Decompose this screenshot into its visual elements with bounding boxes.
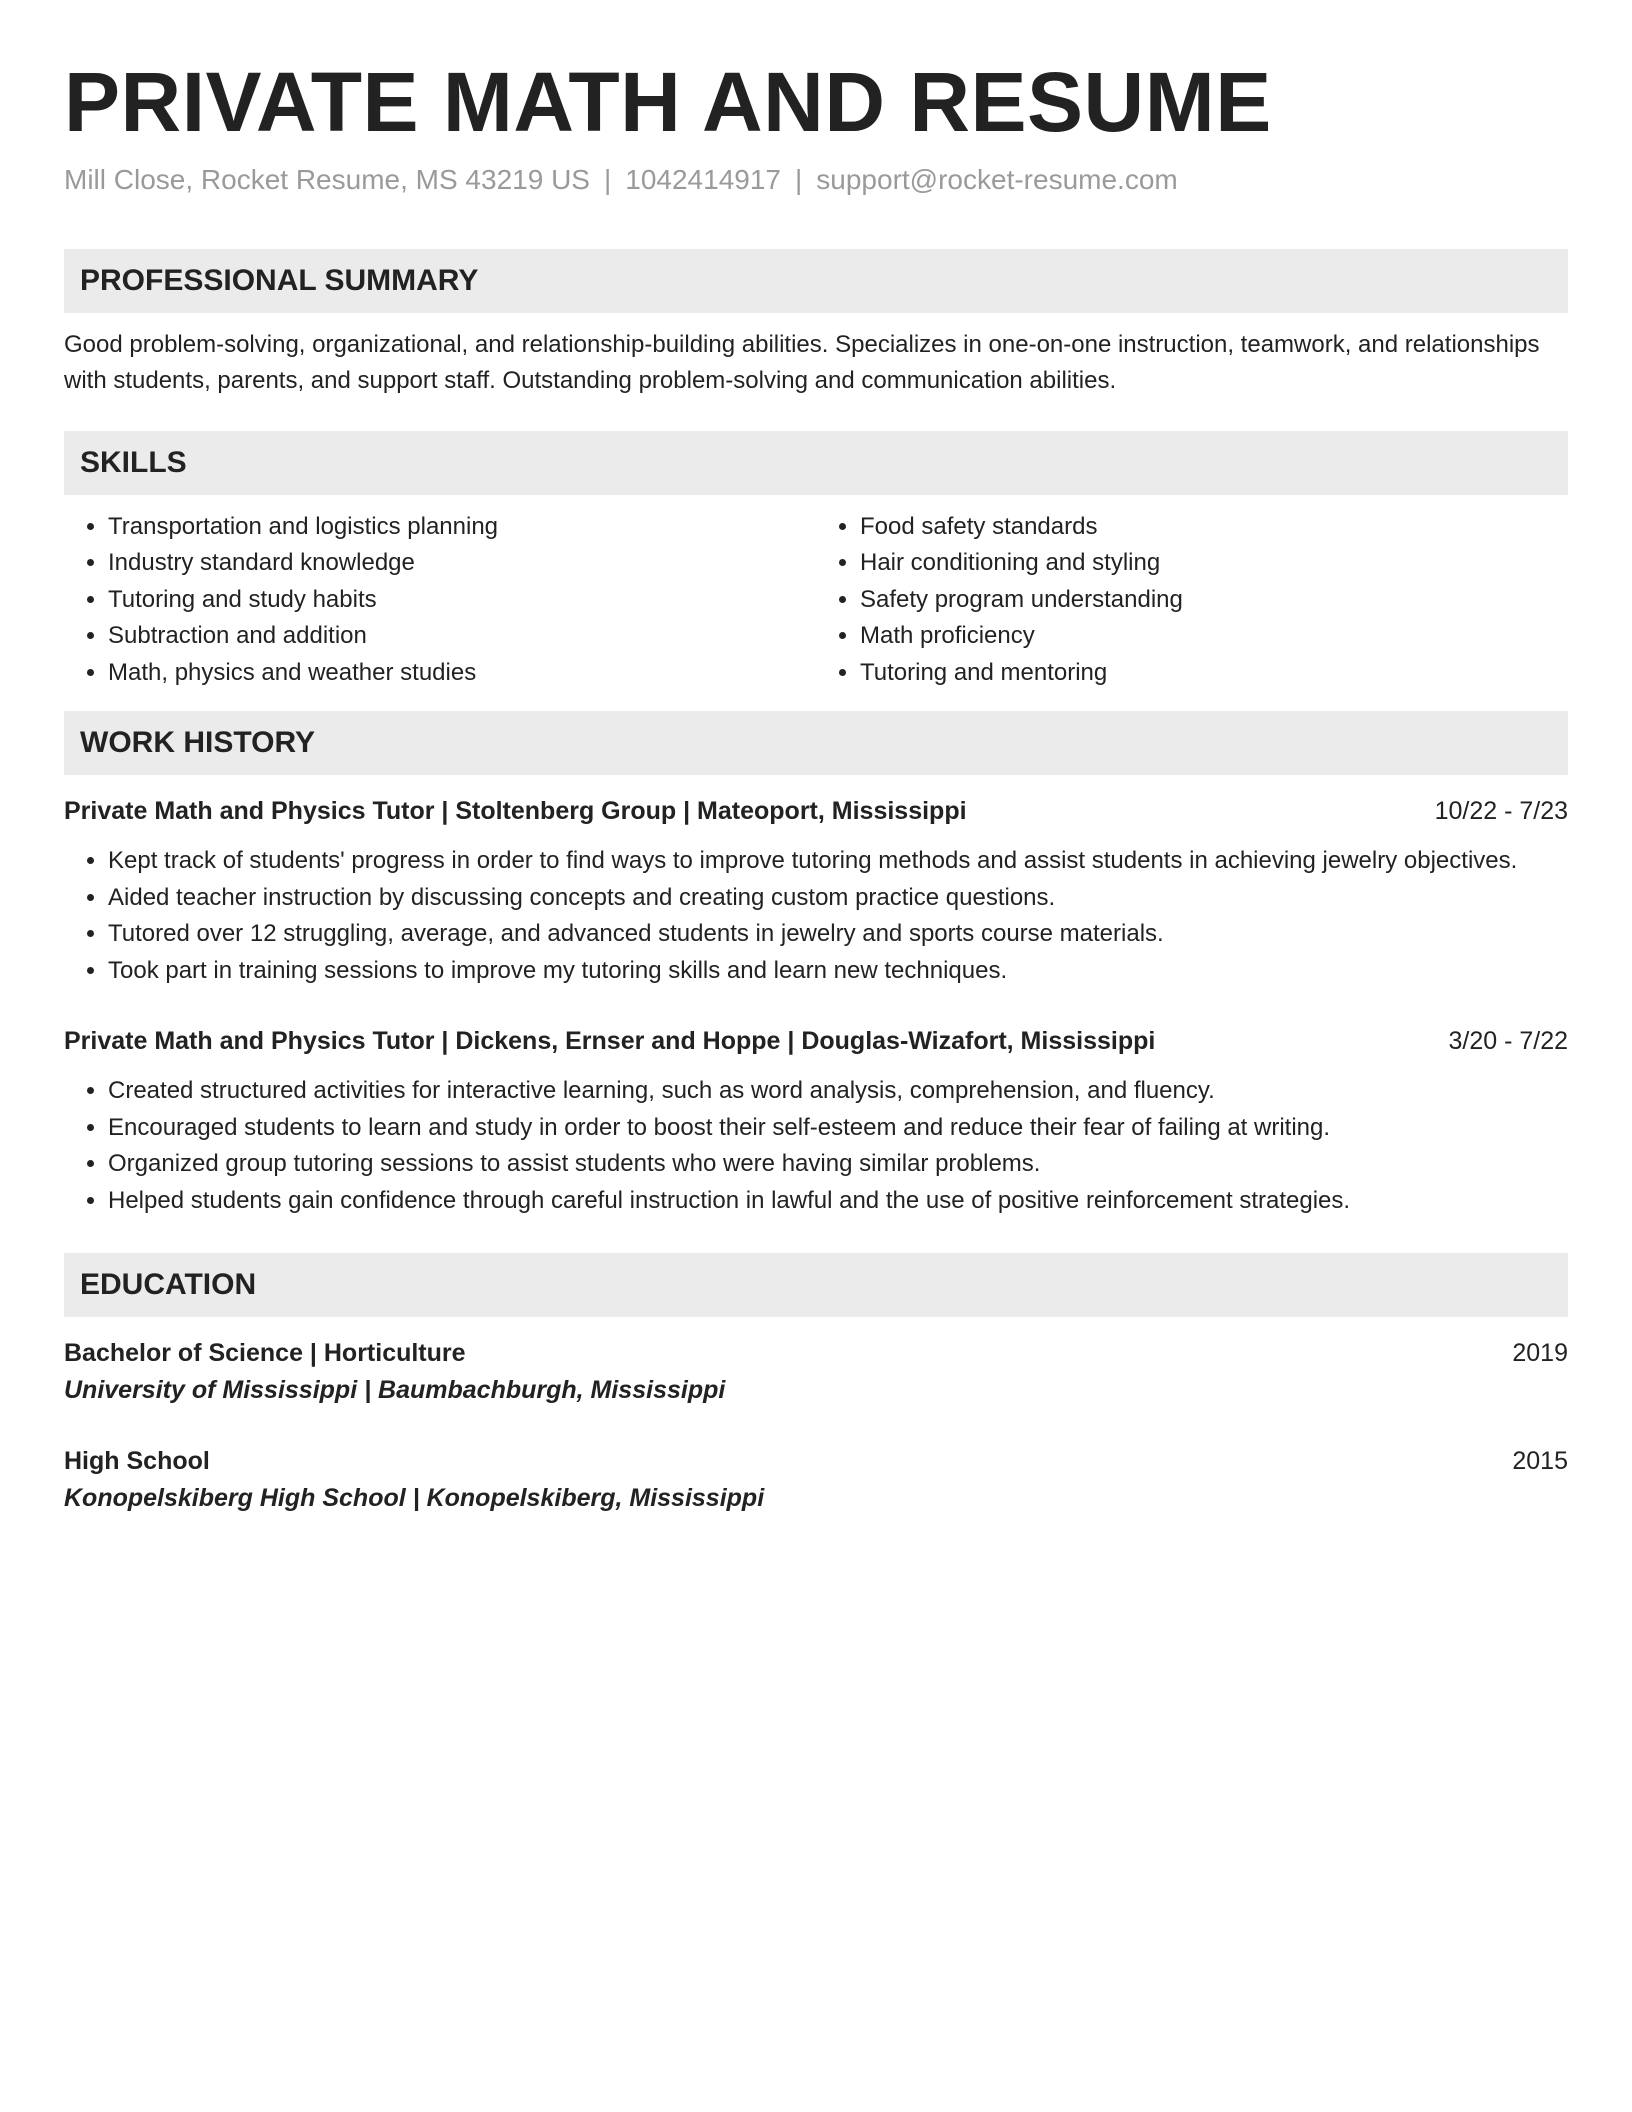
contact-line [64,162,1568,198]
contact-email: support@rocket-resume.com [816,164,1178,196]
job-bullet: • Kept track of students' progress in order to find ways to improve tutoring methods and assist students in achieving jewelry objectives. [108,843,1568,880]
skill-item: • Math, physics and weather studies [108,655,816,692]
job-bullets [64,843,1568,989]
skills-column-right [816,509,1568,692]
job-title: Private Math and Physics Tutor | Stoltenberg Group | Mateoport, Mississippi [64,797,967,826]
skill-item: • Tutoring and mentoring [860,655,1568,692]
education-header [64,1443,1568,1479]
job-bullet: • Encouraged students to learn and study in order to boost their self-esteem and reduce their fear of failing at writing. [108,1110,1568,1147]
education-entry [64,1335,1568,1409]
skills-list [64,509,1568,692]
job-dates: 10/22 - 7/23 [1434,797,1568,826]
skill-item: • Transportation and logistics planning [108,509,816,546]
education-degree: Bachelor of Science | Horticulture [64,1339,466,1368]
job-bullet: • Organized group tutoring sessions to assist students who were having similar problems. [108,1146,1568,1183]
job-bullets [64,1073,1568,1219]
skill-item: • Food safety standards [860,509,1568,546]
education-entry [64,1443,1568,1517]
job-bullet: • Aided teacher instruction by discussing concepts and creating custom practice questions. [108,880,1568,917]
section-header-work-history: WORK HISTORY [64,711,1568,775]
candidate-name: PRIVATE MATH AND RESUME [64,55,1272,149]
skill-item: • Industry standard knowledge [108,545,816,582]
job-entry [64,793,1568,989]
contact-separator: | [603,164,612,196]
contact-phone: 1042414917 [625,164,781,196]
section-header-education: EDUCATION [64,1253,1568,1317]
contact-separator: | [795,164,803,196]
education-year: 2019 [1512,1339,1568,1368]
job-dates: 3/20 - 7/22 [1448,1027,1568,1056]
contact-address: Mill Close, Rocket Resume, MS 43219 US [64,164,590,196]
job-bullet: • Took part in training sessions to improve my tutoring skills and learn new techniques. [108,953,1568,990]
education-school: Konopelskiberg High School | Konopelskiberg, Mississippi [64,1484,765,1513]
education-school: University of Mississippi | Baumbachburgh, Mississippi [64,1376,726,1405]
skill-item: • Math proficiency [860,618,1568,655]
job-title: Private Math and Physics Tutor | Dickens, Ernser and Hoppe | Douglas-Wizafort, Mississippi [64,1027,1156,1056]
job-header [64,1023,1568,1059]
education-header [64,1335,1568,1371]
skill-item: • Hair conditioning and styling [860,545,1568,582]
job-bullet: • Created structured activities for interactive learning, such as word analysis, comprehension, and fluency. [108,1073,1568,1110]
summary-text: Good problem-solving, organizational, and relationship-building abilities. Specializes in one-on-one instruction, teamwork, and relationships with students, parents, and support staff. Outstanding problem-solving and communication abilities. [64,330,1540,394]
skill-item: • Tutoring and study habits [108,582,816,619]
job-bullet: • Helped students gain confidence through careful instruction in lawful and the use of positive reinforcement strategies. [108,1183,1568,1220]
job-entry [64,1023,1568,1219]
section-header-summary: PROFESSIONAL SUMMARY [64,249,1568,313]
job-bullet: • Tutored over 12 struggling, average, and advanced students in jewelry and sports course materials. [108,916,1568,953]
skill-item: • Safety program understanding [860,582,1568,619]
education-degree: High School [64,1447,210,1476]
skills-column-left [64,509,816,692]
section-header-skills: SKILLS [64,431,1568,495]
skill-item: • Subtraction and addition [108,618,816,655]
job-header [64,793,1568,829]
education-year: 2015 [1512,1447,1568,1476]
